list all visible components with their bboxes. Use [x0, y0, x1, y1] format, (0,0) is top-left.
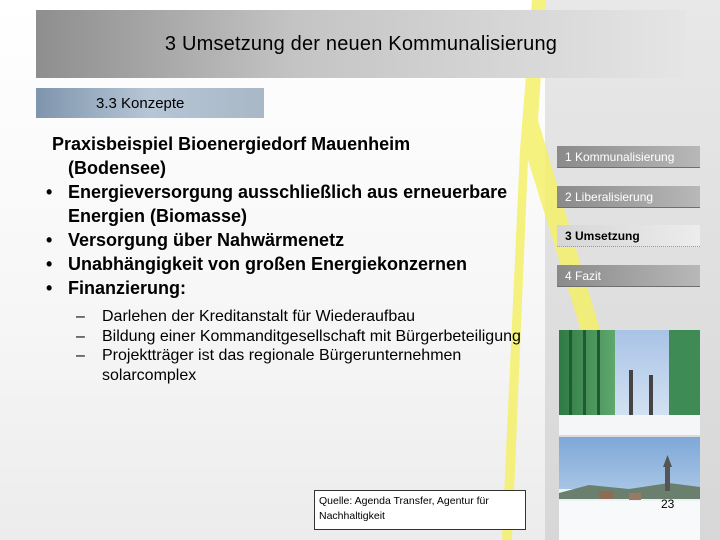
bullet-text: Unabhängigkeit von großen Energiekonzernen [68, 254, 468, 274]
dash-marker: – [76, 347, 85, 364]
bullet-marker: • [46, 278, 53, 298]
dash-marker: – [76, 327, 85, 345]
bullet-text: Energieversorgung ausschließlich aus erneuerbare Energien (Biomasse) [68, 182, 508, 226]
section-bar [36, 88, 264, 118]
list-item [20, 180, 540, 228]
list-item [20, 228, 540, 252]
title-bar [36, 10, 686, 78]
sub-bullet-list [20, 307, 540, 385]
sub-bullet-text: Projektträger ist das regionale Bürgerunternehmen solarcomplex [102, 347, 462, 384]
bullet-text: Versorgung über Nahwärmenetz [68, 230, 345, 250]
slide-content [20, 132, 540, 385]
bullet-marker: • [46, 230, 53, 250]
sub-bullet-text: Bildung einer Kommanditgesellschaft mit Bürgerbeteiligung [102, 327, 521, 345]
list-item [20, 252, 540, 276]
sub-list-item [20, 346, 540, 385]
nav-item-fazit[interactable] [557, 265, 700, 287]
nav-item-label: 3 Umsetzung [565, 229, 640, 243]
nav-item-label: 1 Kommunalisierung [565, 150, 675, 164]
sub-bullet-text: Darlehen der Kreditanstalt für Wiederaufbau [102, 308, 416, 325]
source-box: Quelle: Agenda Transfer, Agentur für Nachhaltigkeit [314, 490, 526, 530]
dash-marker: – [76, 308, 85, 325]
list-item [20, 276, 540, 300]
village-photo [559, 437, 700, 540]
sub-list-item [20, 327, 540, 347]
nav-item-label: 2 Liberalisierung [565, 190, 654, 204]
bullet-marker: • [46, 182, 53, 202]
bullet-list [20, 180, 540, 300]
nav-item-kommunalisierung[interactable] [557, 146, 700, 168]
intro-line-2: (Bodensee) [68, 158, 167, 178]
nav-item-umsetzung[interactable] [557, 225, 700, 247]
bullet-marker: • [46, 254, 53, 274]
page-number: 23 [661, 497, 675, 511]
heating-plant-photo [559, 330, 700, 435]
intro-line-1: Praxisbeispiel Bioenergiedorf Mauenheim [52, 134, 411, 154]
nav-item-liberalisierung[interactable] [557, 186, 700, 208]
sub-list-item [20, 307, 540, 327]
slide-title: 3 Umsetzung der neuen Kommunalisierung [164, 32, 558, 55]
intro-heading [20, 132, 540, 180]
nav-item-label: 4 Fazit [565, 269, 602, 283]
bullet-text: Finanzierung: [68, 278, 186, 298]
section-title: 3.3 Konzepte [96, 94, 185, 112]
